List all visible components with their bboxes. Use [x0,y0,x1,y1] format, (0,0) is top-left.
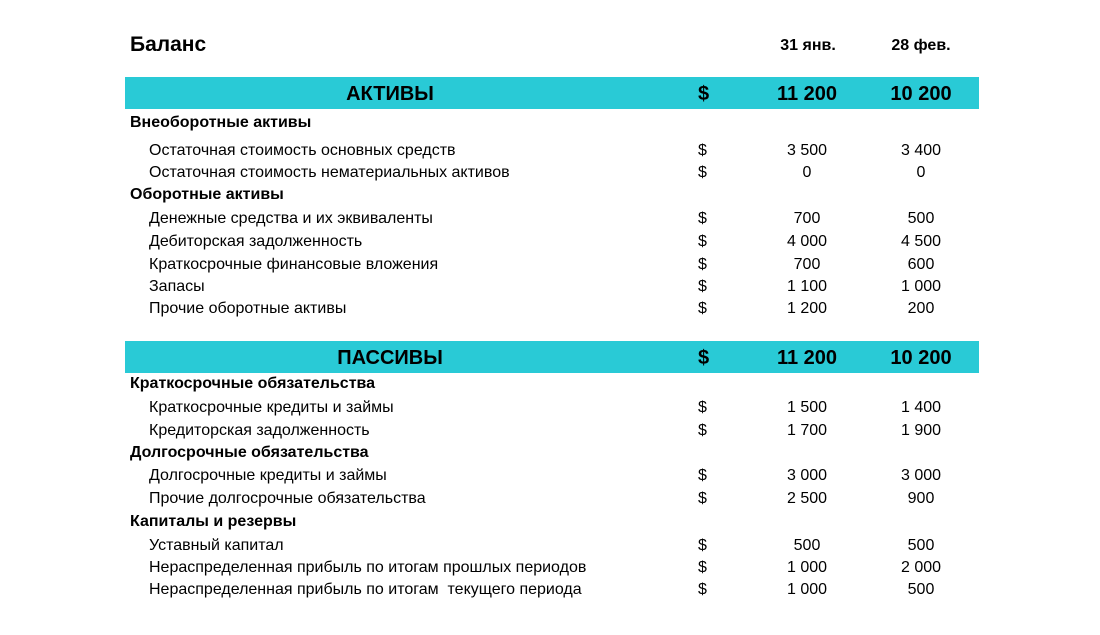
row-value-1: 1 700 [786,422,828,439]
section-title: Оборотные активы [130,186,284,203]
date-column-2-header: 28 фев. [891,37,951,54]
row-value-1: 4 000 [786,233,828,250]
assets-band-label: АКТИВЫ [346,83,434,105]
liabilities-band-currency: $ [698,347,710,369]
row-value-2: 3 000 [900,467,942,484]
row-currency: $ [698,210,707,227]
row-value-1: 700 [793,256,821,273]
row-value-2: 1 900 [900,422,942,439]
assets-band [125,77,979,109]
row-value-2: 4 500 [900,233,942,250]
liabilities-band [125,341,979,373]
row-currency: $ [698,233,707,250]
row-value-2: 200 [907,300,935,317]
assets-total-1: 11 200 [776,83,838,105]
row-value-1: 1 100 [786,278,828,295]
row-value-2: 2 000 [900,559,942,576]
row-currency: $ [698,581,707,598]
row-currency: $ [698,559,707,576]
row-value-2: 1 400 [900,399,942,416]
row-label: Остаточная стоимость нематериальных активов [149,164,510,181]
liabilities-total-1: 11 200 [776,347,838,369]
row-value-1: 2 500 [786,490,828,507]
row-value-2: 3 400 [900,142,942,159]
row-value-2: 0 [916,164,926,181]
row-label: Долгосрочные кредиты и займы [149,467,387,484]
row-value-1: 3 500 [786,142,828,159]
row-label: Кредиторская задолженность [149,422,370,439]
row-value-1: 1 000 [786,559,828,576]
assets-total-2: 10 200 [890,83,952,105]
row-value-2: 900 [907,490,935,507]
row-label: Дебиторская задолженность [149,233,363,250]
row-currency: $ [698,278,707,295]
row-value-1: 1 000 [786,581,828,598]
row-label: Остаточная стоимость основных средств [149,142,456,159]
assets-band-currency: $ [698,83,710,105]
section-title: Капиталы и резервы [130,513,297,530]
row-currency: $ [698,490,707,507]
row-label: Прочие оборотные активы [149,300,347,317]
row-value-2: 500 [907,537,935,554]
liabilities-total-2: 10 200 [890,347,952,369]
row-currency: $ [698,164,707,181]
row-label: Запасы [149,278,205,295]
row-value-1: 1 500 [786,399,828,416]
row-label: Денежные средства и их эквиваленты [149,210,433,227]
row-value-1: 700 [793,210,821,227]
page-title: Баланс [130,33,207,56]
section-title: Долгосрочные обязательства [130,444,369,461]
row-currency: $ [698,300,707,317]
row-value-2: 500 [907,210,935,227]
section-title: Внеоборотные активы [130,114,312,131]
liabilities-band-label: ПАССИВЫ [337,347,443,369]
row-value-1: 1 200 [786,300,828,317]
row-currency: $ [698,422,707,439]
row-currency: $ [698,142,707,159]
row-value-2: 1 000 [900,278,942,295]
row-label: Нераспределенная прибыль по итогам прошлых периодов [149,559,587,576]
row-currency: $ [698,399,707,416]
row-label: Прочие долгосрочные обязательства [149,490,426,507]
date-column-1-header: 31 янв. [780,37,836,54]
row-value-2: 600 [907,256,935,273]
row-value-2: 500 [907,581,935,598]
row-label: Нераспределенная прибыль по итогам текущего периода [149,581,582,598]
row-label: Краткосрочные кредиты и займы [149,399,394,416]
row-currency: $ [698,467,707,484]
row-value-1: 500 [793,537,821,554]
row-value-1: 0 [802,164,812,181]
row-label: Краткосрочные финансовые вложения [149,256,439,273]
section-title: Краткосрочные обязательства [130,375,376,392]
row-label: Уставный капитал [149,537,284,554]
row-currency: $ [698,256,707,273]
row-value-1: 3 000 [786,467,828,484]
row-currency: $ [698,537,707,554]
